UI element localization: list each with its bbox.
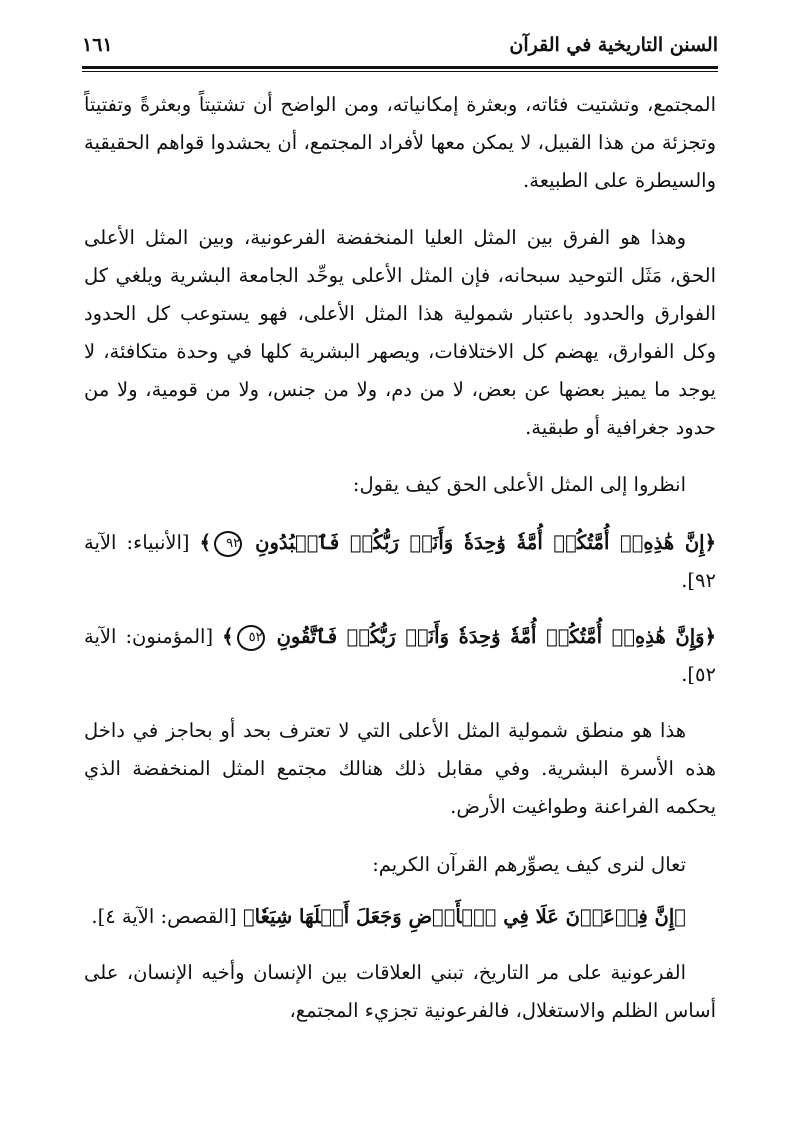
paragraph-5: تعال لنرى كيف يصوِّرهم القرآن الكريم:	[372, 853, 686, 876]
paragraph-1: المجتمع، وتشتيت فئاته، وبعثرة إمكانياته، ومن الواضح أن تشتيتاً وبعثرةً وتفتيتاً وتجزئة من هذا القبيل، لا يمكن معها لأفراد المجتمع، أن يحشدوا قواهم الحقيقية والسيطرة على الطبيعة.	[84, 93, 716, 192]
header-rule-thin	[82, 71, 718, 72]
verse-3-text: ﴿إِنَّ فِرۡعَوۡنَ عَلَا فِي ٱلۡأَرۡضِ وَجَعَلَ أَهۡلَهَا شِيَعٗا﴾	[242, 905, 686, 928]
quran-verse-3	[84, 898, 716, 936]
paragraph-6: الفرعونية على مر التاريخ، تبني العلاقات بين الإنسان وأخيه الإنسان، على أساس الظلم والاستغلال، فالفرعونية تجزيء المجتمع،	[84, 961, 716, 1022]
paragraph-3: انظروا إلى المثل الأعلى الحق كيف يقول:	[352, 473, 686, 496]
verse-1-text: ﴿إِنَّ هَٰذِهِۦٓ أُمَّتُكُمۡ أُمَّةٗ وَٰحِدَةٗ وَأَنَا۠ رَبُّكُمۡ فَٱعۡبُدُونِ	[255, 531, 716, 554]
ayah-number-92: ٩٢	[214, 531, 242, 557]
header-rule-thick	[82, 66, 718, 69]
page-body	[84, 86, 716, 1030]
quran-verse-2	[84, 618, 716, 694]
quran-verse-1	[84, 524, 716, 600]
verse-3-reference: [القصص: الآية ٤].	[91, 905, 237, 928]
verse-1-reference: [الأنبياء: الآية ٩٢].	[84, 531, 716, 592]
paragraph-2: وهذا هو الفرق بين المثل العليا المنخفضة الفرعونية، وبين المثل الأعلى الحق، مَثَل التوحيد سبحانه، فإن المثل الأعلى يوحِّد الجامعة البشرية ويلغي كل الفوارق والحدود باعتبار شمولية هذا المثل الأعلى، فهو يستوعب كل الحدود وكل الفوارق، يهضم كل الاختلافات، ويصهر البشرية كلها في وحدة متكافئة، لا يوجد ما يميز بعضها عن بعض، لا من دم، ولا من جنس، ولا من قومية، ولا من حدود جغرافية أو طبقية.	[84, 226, 716, 439]
paragraph-4: هذا هو منطق شمولية المثل الأعلى التي لا تعترف بحد أو بحاجز في داخل هذه الأسرة البشرية. وفي مقابل ذلك هنالك مجتمع المثل المنخفضة الذي يحكمه الفراعنة وطواغيت الأرض.	[84, 719, 716, 818]
verse-2-reference: [المؤمنون: الآية ٥٢].	[84, 625, 716, 686]
verse-2-close: ﴾	[222, 625, 234, 648]
page-number: ١٦١	[82, 34, 113, 56]
verse-1-close: ﴾	[199, 531, 212, 554]
verse-2-text: ﴿وَإِنَّ هَٰذِهِۦٓ أُمَّتُكُمۡ أُمَّةٗ وَٰحِدَةٗ وَأَنَا۠ رَبُّكُمۡ فَٱتَّقُونِ	[276, 625, 716, 648]
book-title: السنن التاريخية في القرآن	[509, 34, 718, 56]
running-header	[82, 34, 718, 64]
ayah-number-52: ٥٢	[237, 625, 265, 651]
